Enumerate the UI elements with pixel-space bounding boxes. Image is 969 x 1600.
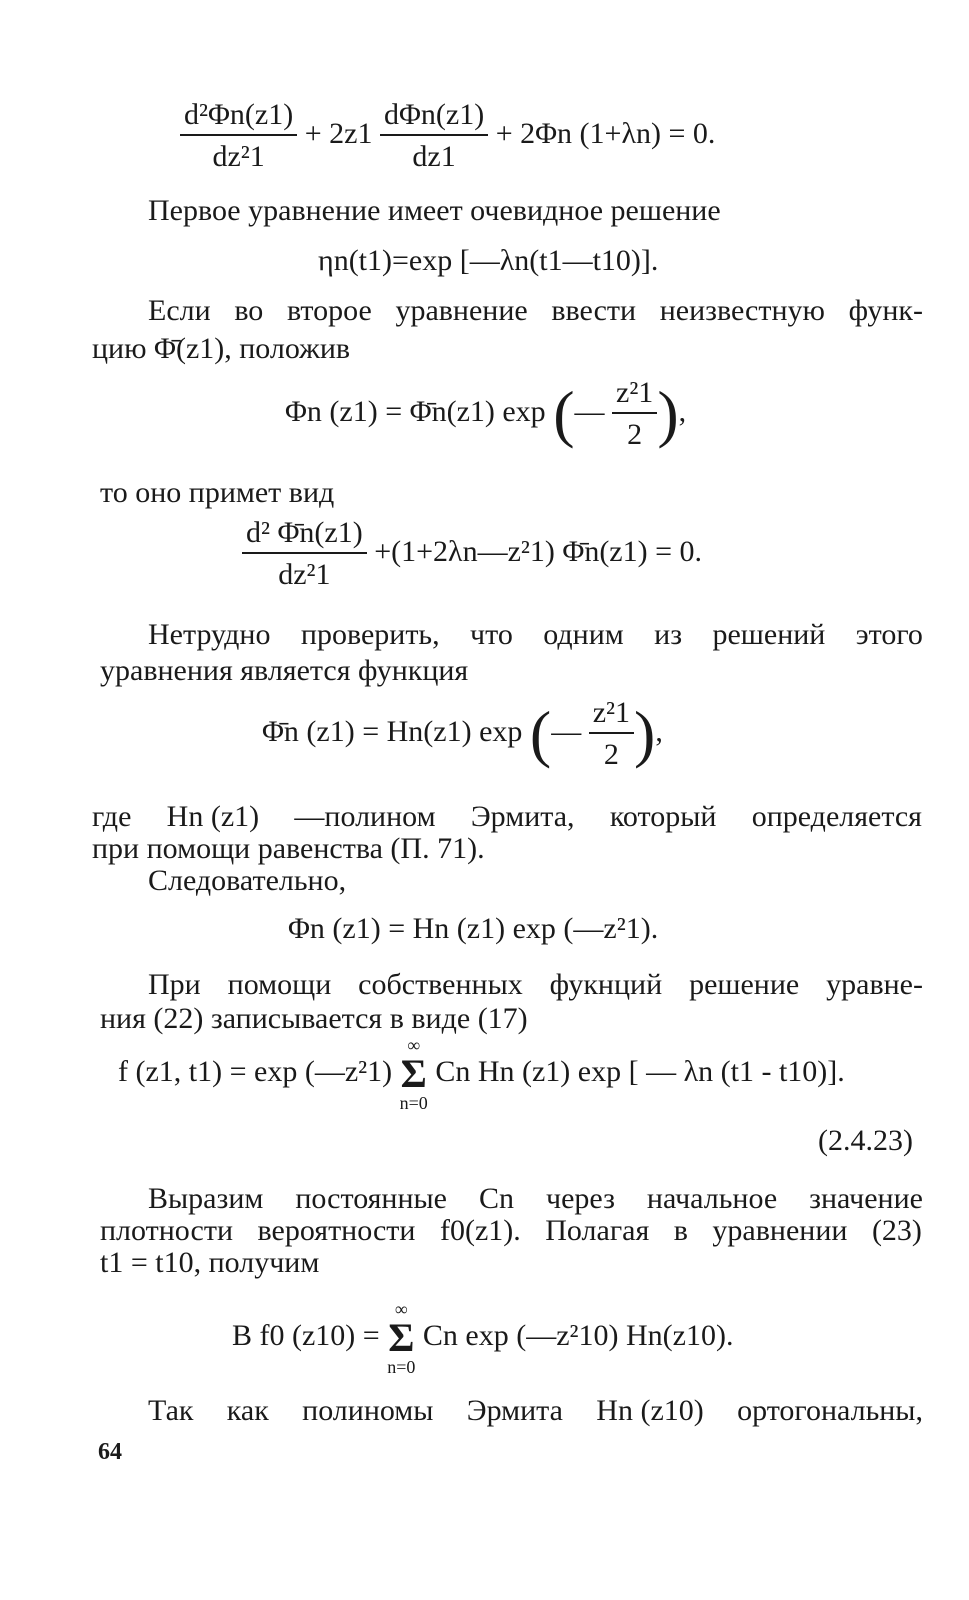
word: уравнение (395, 294, 528, 327)
word: вероятности (257, 1214, 416, 1247)
numerator: d² Φ̄n(z1) (242, 518, 367, 554)
word: что (470, 618, 513, 651)
word: полиномы (302, 1394, 434, 1427)
sum-operator (400, 1036, 428, 1112)
paragraph-line (148, 970, 923, 1000)
equation-1 (180, 100, 715, 172)
word: определяется (751, 800, 922, 833)
equation-8 (232, 1300, 733, 1376)
paragraph-line (148, 620, 923, 650)
equation-term: + 2z1 (304, 116, 373, 150)
word: —полином (294, 800, 436, 833)
equation-term: , (655, 714, 663, 748)
equation-number: (2.4.23) (818, 1124, 913, 1157)
word: второе (286, 294, 372, 327)
word: неизвестную (659, 294, 825, 327)
word: собственных (358, 968, 523, 1001)
equation-term: , (678, 394, 687, 428)
word: из (654, 618, 683, 651)
equation-term: Cn exp (—z²10) Hn(z10). (422, 1318, 734, 1352)
denominator: dz²1 (212, 140, 265, 173)
word: ортогональны, (737, 1394, 923, 1427)
word: постоянные (295, 1182, 447, 1215)
equation-term: + 2Φn (1+λn) = 0. (495, 116, 716, 150)
numerator: z²1 (589, 698, 634, 734)
word: фукнций (549, 968, 663, 1001)
word: ввести (551, 294, 637, 327)
sum-upper-limit: ∞ (407, 1035, 421, 1055)
numerator: z²1 (612, 378, 657, 414)
paragraph-line: Следовательно, (148, 864, 347, 897)
word: уравне- (826, 968, 923, 1001)
sum-operator (387, 1300, 415, 1376)
right-paren: ) (634, 698, 656, 769)
word: Выразим (148, 1182, 264, 1215)
minus-sign: — (574, 394, 605, 428)
left-paren: ( (553, 378, 575, 449)
paragraph-line: уравнения является функция (100, 654, 469, 687)
word: который (609, 800, 717, 833)
fraction (180, 100, 297, 172)
word: Нетрудно (148, 618, 271, 651)
paragraph-line (148, 1184, 923, 1214)
word: значение (809, 1182, 923, 1215)
word: Если (148, 294, 211, 327)
word: Так (148, 1394, 194, 1427)
word: Эрмита, (470, 800, 575, 833)
word: (23) (871, 1214, 922, 1247)
word: где (92, 800, 132, 833)
word: этого (855, 618, 923, 651)
paragraph-line (148, 296, 923, 326)
right-paren: ) (657, 378, 679, 449)
equation-term: +(1+2λn—z²1) Φ̄n(z1) = 0. (374, 534, 703, 568)
page-number: 64 (98, 1439, 122, 1465)
paragraph-line (148, 1396, 923, 1426)
word: Hn (z10) (596, 1394, 704, 1427)
word: уравнении (712, 1214, 848, 1247)
equation-3 (285, 378, 686, 450)
paragraph-line (100, 1216, 922, 1246)
word: f0(z1). (439, 1214, 521, 1247)
sum-lower-limit: n=0 (387, 1357, 416, 1377)
paragraph-line (92, 802, 922, 832)
word: одним (543, 618, 624, 651)
sum-lower-limit: n=0 (399, 1093, 428, 1113)
equation-term: f (z1, t1) = exp (—z²1) (118, 1054, 393, 1088)
minus-sign: — (551, 714, 582, 748)
word: При (148, 968, 201, 1001)
equation-6: Φn (z1) = Hn (z1) exp (—z²1). (288, 912, 659, 945)
paragraph-line: то оно примет вид (100, 476, 335, 509)
denominator: dz1 (412, 140, 456, 173)
denominator: 2 (627, 418, 643, 451)
paragraph-line: t1 = t10, получим (100, 1246, 320, 1279)
numerator: d²Φn(z1) (180, 100, 297, 136)
equation-term: Φ̄n (z1) = Hn(z1) exp (262, 714, 523, 748)
equation-term: Φn (z1) = Φ̄n(z1) exp (285, 394, 546, 428)
sum-symbol: Σ (388, 1315, 415, 1360)
equation-4 (242, 518, 702, 590)
equation-term: Cn Hn (z1) exp [ — λn (t1 - t10)]. (435, 1054, 845, 1088)
paragraph-line: при помощи равенства (П. 71). (92, 832, 485, 865)
sum-upper-limit: ∞ (394, 1299, 408, 1319)
fraction (612, 378, 657, 450)
word: как (226, 1394, 269, 1427)
paragraph-line: цию Φ̄(z1), положив (92, 332, 351, 365)
sum-symbol: Σ (400, 1051, 427, 1096)
word: плотности (100, 1214, 234, 1247)
denominator: dz²1 (278, 558, 331, 591)
paragraph-line: ния (22) записывается в виде (17) (100, 1002, 528, 1035)
fraction (589, 698, 634, 770)
fraction (380, 100, 488, 172)
word: во (234, 294, 264, 327)
equation-7 (118, 1036, 845, 1112)
word: решение (689, 968, 800, 1001)
paragraph-line: Первое уравнение имеет очевидное решение (148, 194, 721, 227)
word: Полагая (545, 1214, 650, 1247)
word: Hn (z1) (166, 800, 260, 833)
fraction (242, 518, 367, 590)
word: решений (712, 618, 826, 651)
numerator: dΦn(z1) (380, 100, 488, 136)
word: Эрмита (466, 1394, 563, 1427)
denominator: 2 (603, 738, 619, 771)
equation-5 (262, 698, 663, 770)
word: помощи (227, 968, 332, 1001)
word: проверить, (300, 618, 440, 651)
word: в (673, 1214, 688, 1247)
word: Cn (478, 1182, 514, 1215)
equation-term: B f0 (z10) = (232, 1318, 380, 1352)
word: через (545, 1182, 615, 1215)
equation-2: ηn(t1)=exp [—λn(t1—t10)]. (318, 244, 659, 277)
word: начальное (646, 1182, 778, 1215)
left-paren: ( (529, 698, 552, 769)
word: функ- (848, 294, 923, 327)
